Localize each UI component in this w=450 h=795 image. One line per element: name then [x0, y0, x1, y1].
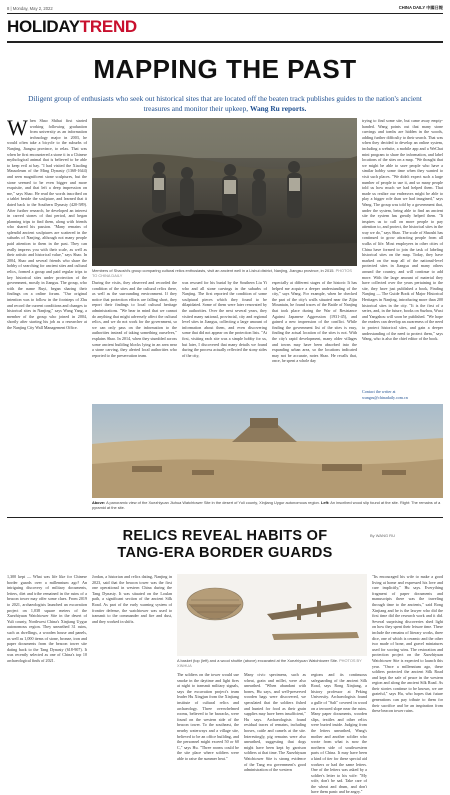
photo3-credit: PHOTOS BY XINHUA [177, 658, 362, 668]
second-col-5 [311, 672, 367, 795]
second-col-5-text: regions and its continuous safeguarding of the ancient Silk Road, says Rong Xinjiang, a history professor at Peking University. Archaeologists found a gulle of "Salt" covered in wood on a terraced slope near the ruins. Many paper documents, wooden slips, textiles and other relics were buried inside. Judging from the letters unearthed, Wang's mother and another soldier who wrote from what is now the northern side of southwestern parts of China. It may have been a kind of tier for these special aid workers or had the same letters. One of the letters was asked by a soldier's letter to his wife: "My wife, don't be sad. Take care of the wheat and drum, and don't have them panic and be angry." [311, 672, 367, 795]
second-byline: By WANG RU [370, 533, 395, 538]
section-title [7, 17, 137, 37]
section-title-part2: TREND [79, 17, 137, 36]
main-col-2 [92, 280, 177, 398]
photo2-caption-text: A panoramic view of the Xuezhiyuan Jiuhua Watchtower Site in the desert of Yuli county, Xinjiang Uygur autonomous region. [106, 500, 320, 505]
section-title-part1: HOLIDAY [7, 17, 80, 36]
main-col-5 [362, 118, 443, 388]
photo2-caption-label: Above: [92, 500, 106, 505]
second-col-6-text: "Its encouraged his wife to make a good living at home and expressed his love and care implicitly," Hu says. Everything fragment of paper documents and manuscripts there was the traveling through time to the ancients," said Rong Xinjiang and he is the lawyer who did the first time did the research work and it did. Several surprising discoveries shed light on how they spent their leisure time. These include the remains of literary works, three dice, one of which is ceramic and the other two made of bone, and gravel miniatures used for scoring wins. The restoration and protection project on the Xuezhiyuan Watchtower Site is expected to launch this year. "Once a millennium ago, these soldiers protected the ancient Silk Road and kept the safe of peace in the western region and along the ancient Silk Road. As their stories continue to be known, we are grateful," says Hu, who hopes that future generations can pay tribute to them for their sacrifice and be an inspiration from these beacon tower ruins. [372, 574, 443, 714]
photo-relics-illustration [177, 574, 367, 656]
contact-label: Contact the writer at [362, 389, 396, 394]
main-deck [22, 94, 428, 113]
photo2-caption-text2: An inscribed wood slip found at the site. [330, 500, 399, 505]
main-col-1-text: hen Shao Shihai first started working following graduation from university as an information technology major in 2003, he would often take a bicycle to the suburbs of Nanjing, Jiangsu province, to relax. That was when he first encountered a stone ti in a Chinese mythological animal that is believed to be able to keep evil at bay. "I had visited the Xiaoling Mausoleum of the Ming Dynasty (1368-1644) and seen magnificent stone sculptures, but the stone seemed to be even bigger and more exquisite, and that left a deep impression on me," says Shao. He read the words inscribed on a tablet beside the sculpture, and learned that it dated back to the Southern Dynasty (420-589). After further research, he developed an interest in carved stones of that period, and began planning trips to find them, along with friends who shared his passion. "Many remains of splendid ancient sculptures are scattered in the suburbs of Nanjing, although not many people paid attention to them in the past. They can really impress you with their scale, as well as their artistic and historical value," says Shao. In 2004, Shao and several friends who share the hobby of searching for ancient sites and cultural relics, formed a group and paid regular trips to key historical sites under protection of the government, mostly in Jiangsu. The group, who with the name Ruyi, began sharing their findings on a online forum. "Our original intention was to follow in the footsteps of Zhu and record the current conditions and changes to historical sites in Nanjing," says Wang Yang, a member of the group who joined in 2004, shortly after starting his job as a researcher at the Nanjing City Wall Management Office. [7, 118, 87, 330]
brand-name: CHINA DAILY 中國日報 [398, 5, 443, 10]
page-header [7, 3, 443, 13]
contact-info [362, 389, 443, 403]
second-headline-line2: TANG-ERA BORDER GUARDS [117, 545, 333, 561]
second-col-1 [7, 574, 87, 742]
main-headline: MAPPING THE PAST [93, 54, 357, 84]
photo3-caption [177, 658, 367, 668]
second-col-4 [244, 672, 306, 773]
main-col-2-text: During the visits, they observed and recorded the condition of the sites and the cultural relics there, as well as the surrounding environment. If they notice that protection efforts are falling short, they report their findings to local cultural heritage administrations. "We bear in mind that we cannot do anything that might adversely affect the cultural relics, and we do not work for the government, so we can only pass on the information to the authorities instead of taking something ourselves," explains Shao. In 2014, when they stumbled across some ancient building blocks lying in an area near a stone carving, they alerted local authorities who reported to the preservation team. [92, 280, 177, 358]
main-col-3 [182, 280, 267, 398]
photo1-credit: PHOTOS TO CHINA DAILY [92, 268, 352, 278]
page-info: 8 | Monday, May 2, 2022 [7, 5, 53, 11]
section-rule [7, 41, 443, 43]
deck-text: Diligent group of enthusiasts who seek out historical sites that are located off the beaten track publishes guides to the nation's ancient treasures and monitor their upkeep, [28, 94, 422, 113]
photo2-caption-text3: Right: The remains of a pyramid at the site. [92, 500, 441, 510]
second-col-4-text: Many civic specimens, such as wheat, grain and millet, were also unearthed. "When abundant with bones, Hu says, and well-preserved wooden bags were discovered, we speculated that the soldiers fished and hunted for food as their grain supplies may have been insufficient," Hu says. Archaeologists found residual traces of remains, including horses, cattle and camels at the site. Interestingly, pig remains were also unearthed, suggesting that dogs might have been kept by garrison soldiers at that time. The Xuezhiyuan Watchtower Site is strong evidence of the Tang era government's good administration of the western [244, 672, 306, 773]
contact-email: wangru@chinadaily.com.cn [362, 394, 408, 400]
main-col-5-text: trying to find some site, but came away empty-handed. Wang points out that many stone carvings and tombs are hidden in the woods, adding further difficulty to their search. That was when they decided to develop an online system, including a website, a mobile app and a WeChat mini program to share the information, and label locations of the sites on a map. "We thought that we might be able to save people who have a similar hobby some time when they wanted to visit such places. "We didn't expect such a large number of people to use it, and so many people told us how much we had helped them. That made us realize our endeavors might be able to play a bigger role than we had imagined," says Wang. The group was told by a government that, under the system, being able to find an ancient site the system has greatly helped them. "It inspires us to call on more people to pay attention to, and protect, the historical sites in the way we do," says Shao. The scale of Shaoshi has continued to grow attracting people from all walks of life. Most employees in other cities of China have formed to join the task of labeling historical sites on the map. Today, they have marked on the map all of the national-level protected sites in Jiangsu and many others around the country, and will continue to add more. With the large amount of material they have collected over the years pertaining to the site, they have just published a book, Finding Nanjing — The Guide Book of Major Historical Heritages in Nanjing, introducing more than 200 historical sites in the city. "It is the first of a series, and, in the future, books on Suzhou, Wuxi and Yangzhou will soon be published. "We hope the readers can develop an awareness of the need to protect historical sites, and gain a deeper understanding of the need to protect them," says Wang, who is also the chief editor of the book. [362, 118, 443, 342]
photo2-caption-label2: Left: [320, 500, 330, 505]
photo1-caption-text: Members of Shaoshi's group comparing cultural relics enthusiasts, visit an ancient well in a Lishui district, Nanjing, Jiangsu province, in 2015. [92, 268, 335, 273]
mid-rule [7, 517, 443, 518]
main-col-1 [7, 115, 87, 501]
second-col-2-text: Jordan, a historian and relics dating, Nanjing in 2023, said that the beacon tower was the first one operational in western China during the Tang Dynasty. It was situated on the Loulan path, a significant section of the ancient Silk Road. As part of the early warning system of frontier defense, the watchtower was used to transmit to the commander and fire and dust, and they worked in shifts. [92, 574, 172, 624]
photo3-caption-text: A basket (top (left) and a wood shuttle (above) excavated at the Xuezhiyuan Watchtower Site. [177, 658, 338, 663]
photo-panorama-illustration [92, 404, 443, 498]
top-rule [7, 13, 443, 14]
photo-relics [177, 574, 367, 656]
second-col-6 [372, 574, 443, 742]
second-col-1-text: 1,300 kept — What was life like for Chinese border guards over a millennium ago? An intriguing discovery of military documents, letters, diet and tribe remained in the ruins of a beacon tower may offer some clues. From 2019 to 2021, archaeologists launched an excavation project on 1,038 square meters of the Xuezhiyuan Watchtower Site in the desert of Yuli county, Northwest China's Xinjiang Uygur autonomous region. They unearthed 31 ruins, such as dwellings, a wooden house and panels, as well as 1,000 items of stone, bronze, iron and paper documents from the beacon tower site dating back to the Tang Dynasty (618-907). It was recently selected as one of China's top 10 archaeological finds of 2021. [7, 574, 87, 663]
photo1-caption [92, 268, 357, 278]
second-col-3-text: The soldiers on the tower would use smoke in the daytime and light fires at night to transmit military signals, says the excavation project's team leader Hu Xingjun from the Xinjiang institute of cultural relics and archaeology. Three overwhelmed rooms, believed to be barracks, were found on the western side of the beacon tower. To the southeast, the nearby waterways and a village site, believed to be an office building, and the personnel might exceed 50 or 60 C," says Hu. "Three rooms could be the site place where soldiers were able to raise the summer heat." [177, 672, 239, 761]
main-col-3-text: was rescued for his burial by the Southern Liu Yi who and all stone carvings in the suburbs of Nanjing. The first reported the condition of some sculptural pieces which they found to be dilapidated. Some of them were later renovated by the authorities. Over the next several years, they visited many national, provincial, city and regional level sites in Jiangsu, collecting a large amount of information about them, and even discovering some that did not appear on the protection lists. "At first, visiting each site was a simple hobby for us, but later, I discovered that many details we found during the process actually reflected the stony sides of the city, [182, 280, 267, 358]
photo-watchtower-panorama [92, 404, 443, 498]
main-col-4-text: especially at different stages of the historic It has helped me acquire a deeper understanding of the city," says Wang. For example, when he checked the part of the city's walls situated near the Zijin Mountain, he found traces of the Battle of Nanjing that took place during the War of Resistance Against Japanese Aggression (1931-45), and gained a new impression of the conflict. While finding the government list of the sites is easy, finding the actual location of the sites is not. With the city's rapid development, many older villages and towns may have been absorbed into the expanding urban area, so the locations indicated may not be accurate, notes Shao. He recalls that, once, he spent a whole day [272, 280, 357, 364]
photo2-caption [92, 500, 443, 510]
dropcap: W [7, 115, 28, 140]
second-col-3 [177, 672, 239, 761]
deck-byline: Wang Ru reports. [250, 103, 307, 113]
second-col-2 [92, 574, 172, 742]
photo-visitors-at-well [92, 118, 357, 266]
second-headline [88, 528, 362, 562]
main-col-4 [272, 280, 357, 398]
second-headline-line1: RELICS REVEAL HABITS OF [122, 528, 328, 544]
photo-visitors-illustration [92, 118, 357, 266]
